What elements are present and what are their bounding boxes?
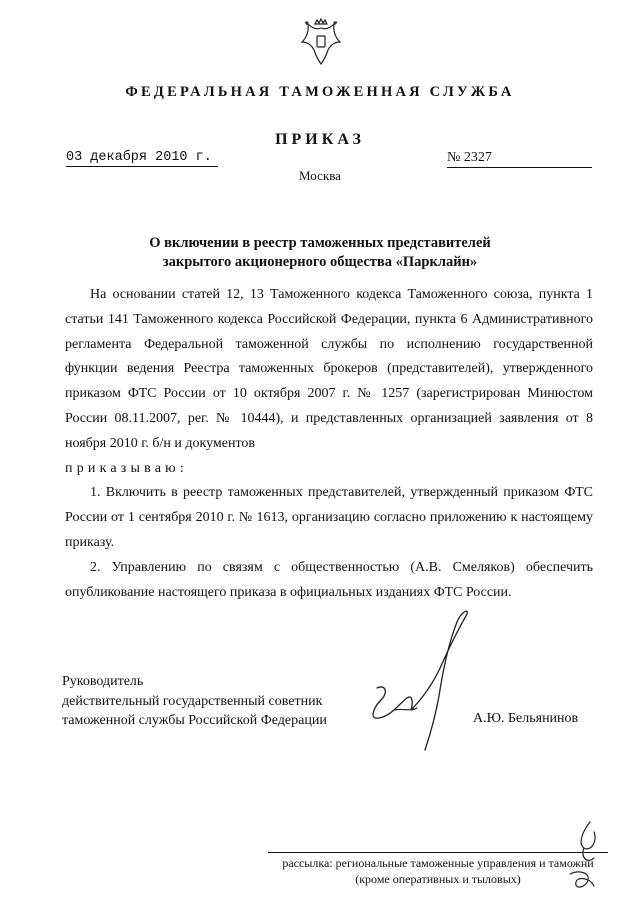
signer-name: А.Ю. Бельянинов — [473, 711, 579, 726]
document-number: № 2327 — [447, 150, 592, 168]
order-word: приказываю: — [65, 460, 188, 476]
order-item-1: 1. Включить в реестр таможенных представителей, утвержденный приказом ФТС России от 1 сентября 2010 г. № 1613, организацию согласно приложению к настоящему приказу. — [65, 485, 593, 550]
document-date: 03 декабря 2010 г. — [66, 150, 218, 167]
document-title — [0, 234, 640, 272]
signer-title-line: Руководитель — [62, 674, 144, 689]
title-line: закрытого акционерного общества «Парклайн» — [162, 254, 478, 270]
agency-name: ФЕДЕРАЛЬНАЯ ТАМОЖЕННАЯ СЛУЖБА — [125, 84, 515, 100]
document-city: Москва — [299, 168, 341, 183]
signer-title-line: таможенной службы Российской Федерации — [62, 713, 327, 728]
handwritten-signature-icon — [355, 600, 495, 760]
order-item-2: 2. Управлению по связям с общественностью (А.В. Смеляков) обеспечить опубликование настоящего приказа в официальных изданиях ФТС России. — [65, 559, 593, 600]
signer-title — [62, 672, 362, 731]
signer-title-line: действительный государственный советник — [62, 693, 323, 709]
distribution-line: рассылка: региональные таможенные управления и таможни — [282, 856, 594, 870]
handwritten-initials-icon — [560, 818, 610, 898]
basis-paragraph: На основании статей 12, 13 Таможенного кодекса Таможенного союза, пункта 1 статьи 141 Таможенного кодекса Российской Федерации, пункта 6 Административного регламента Федеральной таможенной службы по исполнению государственной функции ведения Реестра таможенных брокеров (представителей), утвержденного приказом ФТС России от 10 октября 2007 г. № 1257 (зарегистрирован Минюстом России 08.11.2007, рег. № 10444), и представленных организацией заявления от 8 ноября 2010 г. б/н и документов — [65, 287, 593, 451]
title-line: О включении в реестр таможенных представителей — [149, 235, 491, 251]
distribution-line: (кроме оперативных и тыловых) — [355, 872, 521, 886]
document-type: ПРИКАЗ — [275, 131, 365, 148]
distribution-note — [268, 852, 608, 887]
double-headed-eagle-icon — [300, 18, 342, 68]
document-body — [65, 283, 593, 605]
